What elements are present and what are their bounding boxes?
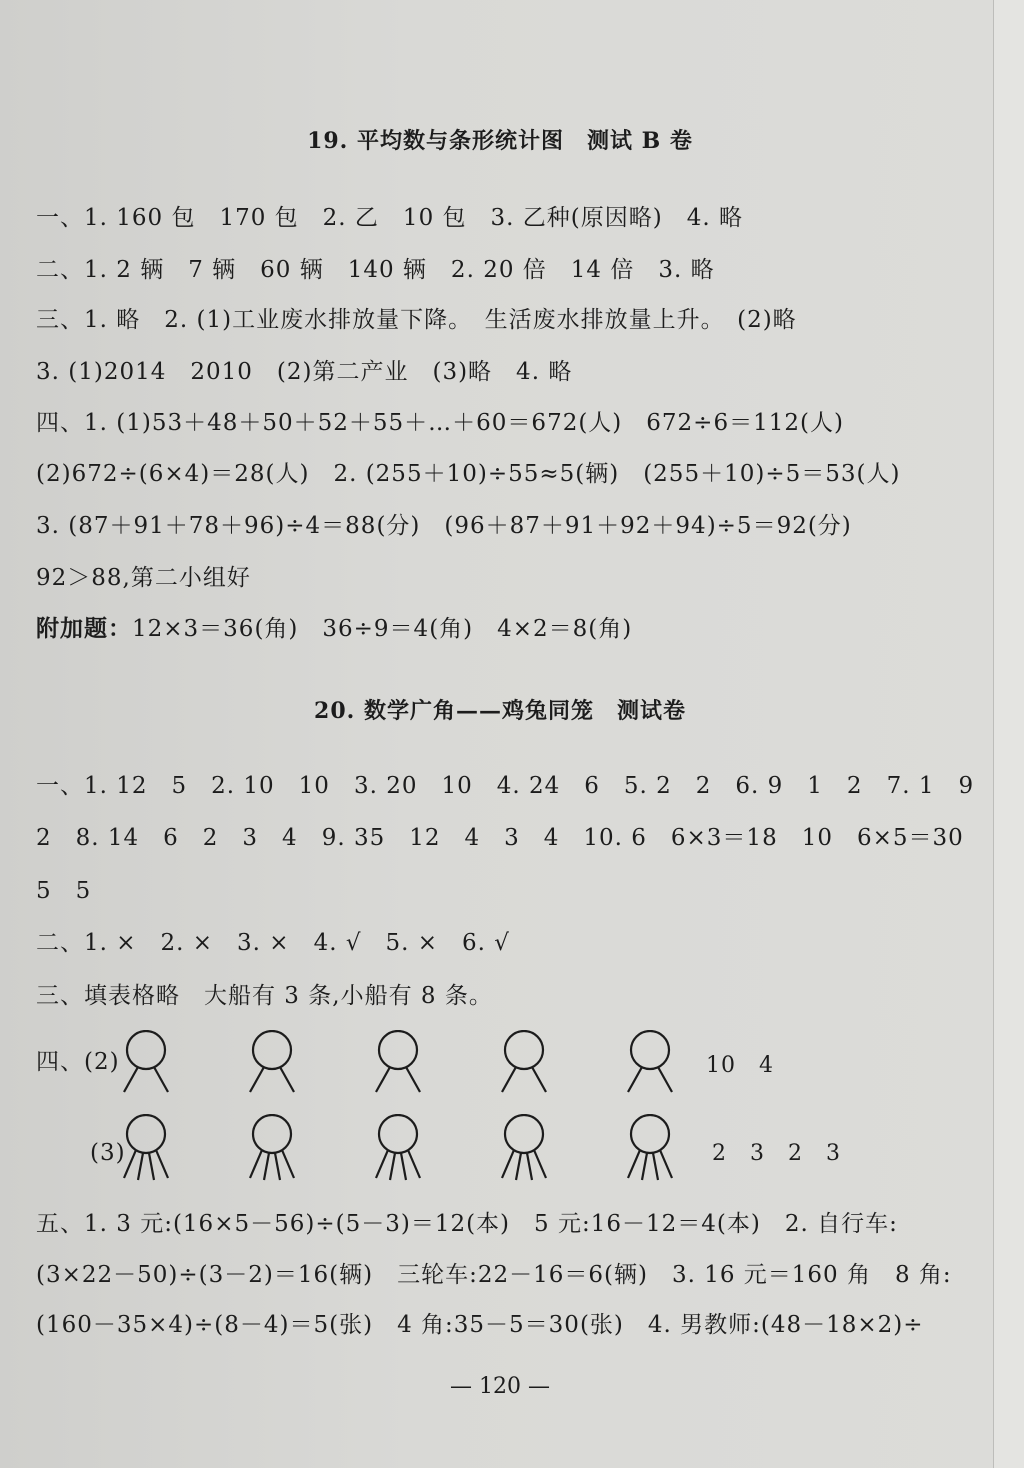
four-leg-figure-icon xyxy=(124,1115,168,1180)
answer-line: 一、1. 12 5 2. 10 10 3. 20 10 4. 24 6 5. 2 2 6. 9 1 2 7. 1 9 xyxy=(36,773,975,799)
answer-line: 5 5 xyxy=(36,878,92,904)
answer-line: 3. (1)2014 2010 (2)第二产业 (3)略 4. 略 xyxy=(36,359,573,385)
q4-four-leg-figures xyxy=(112,1114,712,1186)
q4-answer-2: 10 4 xyxy=(706,1053,774,1078)
q4-two-leg-figures xyxy=(112,1030,712,1100)
q4-label: 四、(2) xyxy=(36,1049,120,1075)
answer-line: 二、1. × 2. × 3. × 4. √ 5. × 6. √ xyxy=(36,930,510,956)
four-leg-figure-icon xyxy=(628,1115,672,1180)
page-number: — 120 — xyxy=(450,1374,550,1399)
answer-line: 92＞88,第二小组好 xyxy=(36,565,251,591)
four-leg-figure-icon xyxy=(250,1115,294,1180)
answer-line: 3. (87＋91＋78＋96)÷4＝88(分) (96＋87＋91＋92＋94)÷5＝92(分) xyxy=(36,513,852,539)
four-leg-figure-icon xyxy=(376,1115,420,1180)
q4-part3-label: (3) xyxy=(90,1140,126,1166)
two-leg-figure-icon xyxy=(124,1031,168,1092)
bonus-label: 附加题： xyxy=(36,615,132,642)
two-leg-figure-icon xyxy=(250,1031,294,1092)
answer-line: 二、1. 2 辆 7 辆 60 辆 140 辆 2. 20 倍 14 倍 3. 略 xyxy=(36,257,715,283)
answer-line: 四、1. (1)53＋48＋50＋52＋55＋…＋60＝672(人) 672÷6＝112(人) xyxy=(36,410,844,436)
q4-answer-3: 2 3 2 3 xyxy=(712,1141,841,1166)
answer-line: 一、1. 160 包 170 包 2. 乙 10 包 3. 乙种(原因略) 4. 略 xyxy=(36,205,743,231)
answer-line: 2 8. 14 6 2 3 4 9. 35 12 4 3 4 10. 6 6×3＝18 10 6×5＝30 xyxy=(36,825,964,851)
answer-line: 三、填表格略 大船有 3 条,小船有 8 条。 xyxy=(36,983,493,1009)
answer-line: 三、1. 略 2. (1)工业废水排放量下降。 生活废水排放量上升。 (2)略 xyxy=(36,307,797,333)
section-20-title: 20. 数学广角——鸡兔同笼 测试卷 xyxy=(314,698,686,724)
bonus-line xyxy=(36,614,632,644)
page-edge xyxy=(993,0,1024,1468)
two-leg-figure-icon xyxy=(502,1031,546,1092)
two-leg-figure-icon xyxy=(376,1031,420,1092)
answer-line: (3×22－50)÷(3－2)＝16(辆) 三轮车:22－16＝6(辆) 3. 16 元＝160 角 8 角: xyxy=(36,1262,952,1288)
two-leg-figure-icon xyxy=(628,1031,672,1092)
bonus-answer: 12×3＝36(角) 36÷9＝4(角) 4×2＝8(角) xyxy=(132,616,633,642)
four-leg-figure-icon xyxy=(502,1115,546,1180)
answer-line: (160－35×4)÷(8－4)＝5(张) 4 角:35－5＝30(张) 4. 男教师:(48－18×2)÷ xyxy=(36,1312,924,1338)
answer-line: 五、1. 3 元:(16×5－56)÷(5－3)＝12(本) 5 元:16－12＝4(本) 2. 自行车: xyxy=(36,1211,898,1237)
section-19-title: 19. 平均数与条形统计图 测试 B 卷 xyxy=(307,128,693,154)
answer-line: (2)672÷(6×4)＝28(人) 2. (255＋10)÷55≈5(辆) (255＋10)÷5＝53(人) xyxy=(36,461,901,487)
